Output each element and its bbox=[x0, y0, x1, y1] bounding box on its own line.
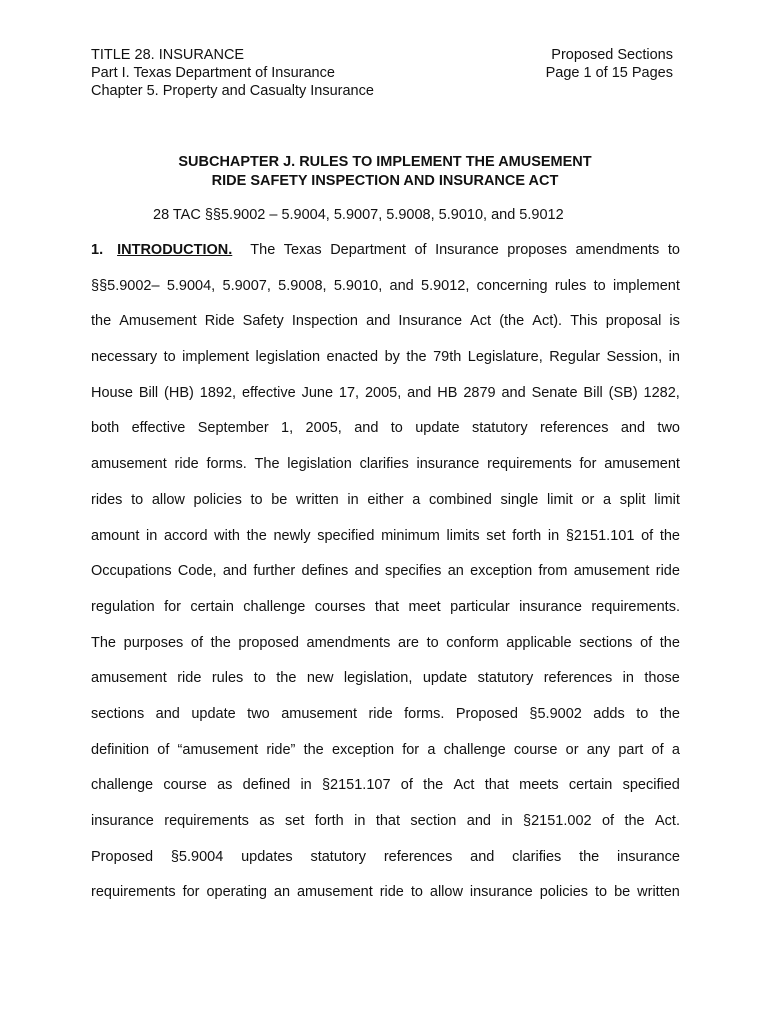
word: meet bbox=[408, 598, 441, 615]
word: the bbox=[303, 741, 324, 758]
word: 5.9012, bbox=[421, 277, 470, 294]
word: ride” bbox=[266, 741, 296, 758]
word: Inspection bbox=[291, 313, 358, 330]
word: insurance bbox=[519, 598, 582, 615]
paragraph-line-text bbox=[91, 419, 680, 437]
word: that bbox=[375, 813, 401, 829]
word: in bbox=[547, 527, 560, 544]
word: course bbox=[513, 741, 558, 758]
paragraph-line-text bbox=[91, 277, 680, 295]
word: the bbox=[406, 349, 427, 366]
word: Act). bbox=[532, 313, 563, 330]
word: proposed bbox=[238, 634, 299, 651]
word: §2151.107 bbox=[321, 777, 391, 794]
word: forth bbox=[512, 527, 542, 544]
word: Safety bbox=[242, 313, 284, 330]
word: the bbox=[210, 634, 231, 651]
word: proposes bbox=[507, 242, 567, 258]
word: applicable bbox=[506, 634, 572, 651]
word: the bbox=[659, 527, 680, 544]
paragraph-line bbox=[91, 669, 680, 705]
word: ride bbox=[177, 670, 202, 687]
word: exception bbox=[331, 741, 395, 758]
word: ride bbox=[379, 884, 404, 901]
header-part: Part I. Texas Department of Insurance bbox=[91, 65, 335, 81]
word: of bbox=[190, 634, 203, 651]
word: legislation bbox=[287, 456, 352, 473]
paragraph-line-text bbox=[91, 669, 680, 687]
word: of bbox=[641, 527, 654, 544]
section-number: 1. bbox=[91, 242, 104, 258]
word: set bbox=[285, 813, 305, 829]
word: regulation bbox=[91, 598, 155, 615]
word: and bbox=[620, 420, 646, 437]
word: for bbox=[182, 884, 200, 901]
word: in bbox=[668, 349, 680, 366]
word: 1892, bbox=[199, 384, 237, 401]
paragraph-line bbox=[91, 384, 680, 420]
word: of bbox=[414, 242, 427, 258]
word: with bbox=[214, 527, 240, 544]
word: a bbox=[427, 741, 436, 758]
word: definition bbox=[91, 741, 150, 758]
word: Session, bbox=[606, 349, 663, 366]
paragraph-line bbox=[91, 812, 680, 848]
word: insurance bbox=[91, 813, 154, 829]
word: Act. bbox=[655, 813, 680, 829]
paragraph-line-text bbox=[91, 634, 680, 652]
word: Regular bbox=[549, 349, 601, 366]
word: in bbox=[622, 670, 634, 687]
word: The bbox=[250, 242, 276, 258]
word: §5.9004 bbox=[170, 848, 224, 865]
paragraph-line-text bbox=[91, 348, 680, 366]
word: the bbox=[246, 527, 267, 544]
word: Bill bbox=[583, 384, 603, 401]
word: Texas bbox=[283, 242, 322, 258]
subchapter-line-1: SUBCHAPTER J. RULES TO IMPLEMENT THE AMUSEMENT bbox=[178, 154, 592, 170]
word: in bbox=[501, 813, 513, 829]
word: an bbox=[447, 563, 464, 580]
paragraph-line-text bbox=[91, 312, 680, 330]
word: insurance bbox=[469, 884, 533, 901]
word: a bbox=[602, 491, 612, 508]
word: limit bbox=[547, 491, 573, 508]
paragraph-line-text bbox=[91, 384, 680, 402]
paragraph-line-text bbox=[91, 848, 680, 866]
word: “amusement bbox=[177, 741, 259, 758]
word: §5.9002 bbox=[529, 705, 582, 722]
word: The bbox=[254, 456, 280, 473]
word: 2005, bbox=[305, 420, 342, 437]
paragraph-line-text bbox=[91, 741, 680, 759]
word: as bbox=[217, 777, 233, 794]
word: of bbox=[651, 741, 664, 758]
word: those bbox=[644, 670, 680, 687]
paragraph-line-first bbox=[91, 241, 680, 277]
word: references bbox=[383, 848, 453, 865]
word: and bbox=[155, 705, 180, 722]
word: rides bbox=[91, 491, 123, 508]
header-chapter: Chapter 5. Property and Casualty Insurance bbox=[91, 83, 374, 99]
word: clarifies bbox=[512, 848, 562, 865]
word: the bbox=[423, 777, 444, 794]
word: and bbox=[466, 813, 491, 829]
paragraph-line-text bbox=[91, 455, 680, 473]
word: be bbox=[271, 491, 288, 508]
word: 5.9007, bbox=[222, 277, 271, 294]
paragraph-line bbox=[91, 883, 680, 919]
paragraph-line-text bbox=[91, 491, 680, 509]
word: to bbox=[253, 670, 266, 687]
word: specifies bbox=[385, 563, 442, 580]
word: in bbox=[354, 813, 366, 829]
word: requirements bbox=[164, 813, 249, 829]
word: amusement bbox=[91, 456, 167, 473]
paragraph-line bbox=[91, 455, 680, 491]
word: allow bbox=[429, 884, 463, 901]
word: forms. bbox=[404, 705, 445, 722]
word: amusement bbox=[91, 670, 167, 687]
word: Department bbox=[330, 242, 406, 258]
word: particular bbox=[450, 598, 510, 615]
header-title: TITLE 28. INSURANCE bbox=[91, 47, 245, 63]
introduction-paragraph bbox=[91, 241, 680, 919]
word: the bbox=[276, 670, 297, 687]
word: ride bbox=[368, 705, 393, 722]
word: combined bbox=[428, 491, 492, 508]
word: and bbox=[354, 563, 379, 580]
word: to bbox=[667, 242, 680, 258]
word: This bbox=[570, 313, 598, 330]
word: defines bbox=[301, 563, 349, 580]
word: requirements bbox=[487, 456, 572, 473]
word: set bbox=[486, 527, 506, 544]
word: Proposed bbox=[91, 848, 154, 865]
word: challenge bbox=[91, 777, 154, 794]
paragraph-line bbox=[91, 634, 680, 670]
word: for bbox=[402, 741, 420, 758]
word: any bbox=[586, 741, 611, 758]
paragraph-line bbox=[91, 705, 680, 741]
word: from bbox=[538, 563, 568, 580]
word: split bbox=[619, 491, 646, 508]
word: single bbox=[500, 491, 539, 508]
word: amusement bbox=[281, 705, 357, 722]
word: to bbox=[593, 277, 606, 294]
word: exception bbox=[470, 563, 533, 580]
word: to bbox=[163, 349, 176, 366]
word: certain bbox=[190, 598, 234, 615]
header-right bbox=[546, 46, 673, 82]
word: and bbox=[366, 313, 391, 330]
word: HB bbox=[437, 384, 458, 401]
word: to bbox=[131, 491, 144, 508]
paragraph-line bbox=[91, 741, 680, 777]
word: either bbox=[367, 491, 404, 508]
word: Proposed bbox=[455, 705, 518, 722]
word: new bbox=[306, 670, 334, 687]
word: to bbox=[410, 884, 423, 901]
word: further bbox=[253, 563, 296, 580]
paragraph-line bbox=[91, 348, 680, 384]
word: amount bbox=[91, 527, 140, 544]
word: statutory bbox=[477, 670, 534, 687]
word: (HB) bbox=[164, 384, 194, 401]
word: Insurance bbox=[398, 313, 463, 330]
word: of bbox=[640, 634, 653, 651]
word: specified bbox=[317, 527, 375, 544]
word: requirements bbox=[91, 884, 176, 901]
word: the bbox=[579, 848, 600, 865]
word: legislation bbox=[255, 349, 321, 366]
paragraph-line-text bbox=[91, 705, 680, 723]
word: or bbox=[565, 741, 579, 758]
word: a bbox=[412, 491, 421, 508]
word: concerning bbox=[476, 277, 548, 294]
word: to bbox=[390, 420, 403, 437]
word: limits bbox=[446, 527, 480, 544]
word: §2151.002 bbox=[523, 813, 592, 829]
word: Senate bbox=[531, 384, 578, 401]
word: adds bbox=[593, 705, 625, 722]
word: 79th bbox=[433, 349, 462, 366]
page-count: Page 1 of 15 Pages bbox=[545, 65, 673, 81]
word: sections bbox=[579, 634, 633, 651]
word: insurance bbox=[416, 456, 480, 473]
word: the bbox=[624, 813, 645, 829]
word: 5.9010, bbox=[333, 277, 383, 294]
word: implement bbox=[612, 277, 680, 294]
word: effective bbox=[241, 384, 296, 401]
paragraph-line-text bbox=[91, 883, 680, 901]
word: be bbox=[614, 884, 631, 901]
word: or bbox=[581, 491, 595, 508]
word: that bbox=[374, 598, 400, 615]
word: statutory bbox=[310, 848, 367, 865]
word: challenge bbox=[443, 741, 506, 758]
word: the bbox=[659, 705, 680, 722]
word: insurance bbox=[617, 848, 680, 865]
word: specified bbox=[622, 777, 680, 794]
word: 2879 bbox=[463, 384, 496, 401]
word: for bbox=[579, 456, 597, 473]
word: accord bbox=[163, 527, 208, 544]
word: policies bbox=[539, 884, 589, 901]
word: 1, bbox=[281, 420, 294, 437]
word: the bbox=[659, 634, 680, 651]
word: references bbox=[543, 670, 613, 687]
paragraph-body bbox=[91, 277, 680, 919]
word: meets bbox=[519, 777, 559, 794]
header-left bbox=[91, 46, 374, 100]
word: two bbox=[247, 705, 270, 722]
word: June bbox=[301, 384, 334, 401]
paragraph-line bbox=[91, 848, 680, 884]
word: necessary bbox=[91, 349, 158, 366]
word: Ride bbox=[204, 313, 235, 330]
paragraph-line-text bbox=[91, 776, 680, 794]
word: amendments bbox=[575, 242, 660, 258]
word: to bbox=[250, 491, 263, 508]
word: §§5.9002– bbox=[91, 277, 160, 294]
word: amusement bbox=[604, 456, 680, 473]
word: sections bbox=[91, 705, 145, 722]
word: 5.9004, bbox=[166, 277, 216, 294]
word: references bbox=[539, 420, 609, 437]
header-status: Proposed Sections bbox=[551, 47, 673, 63]
word: and bbox=[501, 384, 526, 401]
word: section bbox=[410, 813, 457, 829]
word: to bbox=[636, 705, 649, 722]
subchapter-line-2: RIDE SAFETY INSPECTION AND INSURANCE ACT bbox=[211, 173, 559, 189]
word: Legislature, bbox=[467, 349, 543, 366]
word: effective bbox=[131, 420, 186, 437]
word: Bill bbox=[138, 384, 159, 401]
paragraph-line-text bbox=[91, 527, 680, 545]
word: (the bbox=[499, 313, 525, 330]
word: in bbox=[146, 527, 158, 544]
word: 2005, bbox=[364, 384, 402, 401]
paragraph-line bbox=[91, 598, 680, 634]
word: of bbox=[601, 813, 615, 829]
word: course bbox=[163, 777, 207, 794]
word: ride bbox=[655, 563, 680, 580]
word: and bbox=[389, 277, 414, 294]
word: (SB) bbox=[608, 384, 638, 401]
word: courses bbox=[314, 598, 366, 615]
word: and bbox=[407, 384, 432, 401]
paragraph-line bbox=[91, 277, 680, 313]
word: and bbox=[222, 563, 248, 580]
word: rules bbox=[554, 277, 587, 294]
word: enacted bbox=[326, 349, 379, 366]
word: Code, bbox=[177, 563, 217, 580]
word: Amusement bbox=[119, 313, 197, 330]
paragraph-line-text bbox=[91, 812, 680, 830]
word: legislation, bbox=[343, 670, 413, 687]
paragraph-line bbox=[91, 491, 680, 527]
word: written bbox=[296, 491, 339, 508]
word: update bbox=[422, 670, 468, 687]
first-line-text bbox=[250, 241, 680, 259]
word: ride bbox=[174, 456, 199, 473]
word: is bbox=[669, 313, 680, 330]
word: amusement bbox=[573, 563, 650, 580]
subchapter-heading bbox=[0, 153, 770, 191]
word: September bbox=[197, 420, 269, 437]
word: in bbox=[347, 491, 359, 508]
paragraph-line bbox=[91, 562, 680, 598]
word: 1282, bbox=[643, 384, 680, 401]
word: as bbox=[259, 813, 275, 829]
word: an bbox=[273, 884, 291, 901]
word: update bbox=[191, 705, 236, 722]
section-title: INTRODUCTION. bbox=[117, 242, 233, 258]
word: 5.9008, bbox=[278, 277, 327, 294]
word: amusement bbox=[296, 884, 373, 901]
word: by bbox=[384, 349, 400, 366]
paragraph-line bbox=[91, 776, 680, 812]
paragraph-line bbox=[91, 527, 680, 563]
word: allow bbox=[151, 491, 185, 508]
word: and bbox=[470, 848, 495, 865]
word: update bbox=[415, 420, 460, 437]
word: the bbox=[91, 313, 112, 330]
word: forth bbox=[314, 813, 344, 829]
word: Act bbox=[470, 313, 492, 330]
word: are bbox=[397, 634, 419, 651]
rule-citation: 28 TAC §§5.9002 – 5.9004, 5.9007, 5.9008, 5.9010, and 5.9012 bbox=[153, 207, 564, 223]
word: Act bbox=[453, 777, 475, 794]
word: §2151.101 bbox=[565, 527, 635, 544]
paragraph-line-text bbox=[91, 562, 680, 580]
word: House bbox=[91, 384, 133, 401]
word: defined bbox=[242, 777, 291, 794]
word: clarifies bbox=[359, 456, 409, 473]
word: part bbox=[618, 741, 644, 758]
word: conform bbox=[446, 634, 499, 651]
word: a bbox=[671, 741, 680, 758]
word: statutory bbox=[471, 420, 528, 437]
paragraph-line bbox=[91, 312, 680, 348]
word: of bbox=[400, 777, 413, 794]
word: limit bbox=[654, 491, 680, 508]
word: operating bbox=[206, 884, 267, 901]
word: forms. bbox=[206, 456, 247, 473]
word: Occupations bbox=[91, 563, 172, 580]
word: challenge bbox=[243, 598, 306, 615]
word: 17, bbox=[338, 384, 360, 401]
word: for bbox=[164, 598, 181, 615]
word: amendments bbox=[306, 634, 391, 651]
paragraph-line-text bbox=[91, 598, 680, 616]
word: newly bbox=[273, 527, 311, 544]
word: purposes bbox=[123, 634, 184, 651]
word: certain bbox=[568, 777, 613, 794]
word: that bbox=[484, 777, 509, 794]
paragraph-line bbox=[91, 419, 680, 455]
word: and bbox=[354, 420, 379, 437]
word: in bbox=[300, 777, 312, 794]
word: minimum bbox=[381, 527, 440, 544]
word: requirements. bbox=[591, 598, 680, 615]
word: to bbox=[595, 884, 608, 901]
word: updates bbox=[241, 848, 293, 865]
word: Insurance bbox=[435, 242, 499, 258]
word: of bbox=[157, 741, 170, 758]
word: two bbox=[657, 420, 680, 437]
word: rules bbox=[211, 670, 244, 687]
word: implement bbox=[182, 349, 250, 366]
word: written bbox=[637, 884, 680, 901]
word: The bbox=[91, 634, 116, 651]
word: to bbox=[426, 634, 439, 651]
word: proposal bbox=[605, 313, 662, 330]
word: both bbox=[91, 420, 120, 437]
word: policies bbox=[193, 491, 242, 508]
